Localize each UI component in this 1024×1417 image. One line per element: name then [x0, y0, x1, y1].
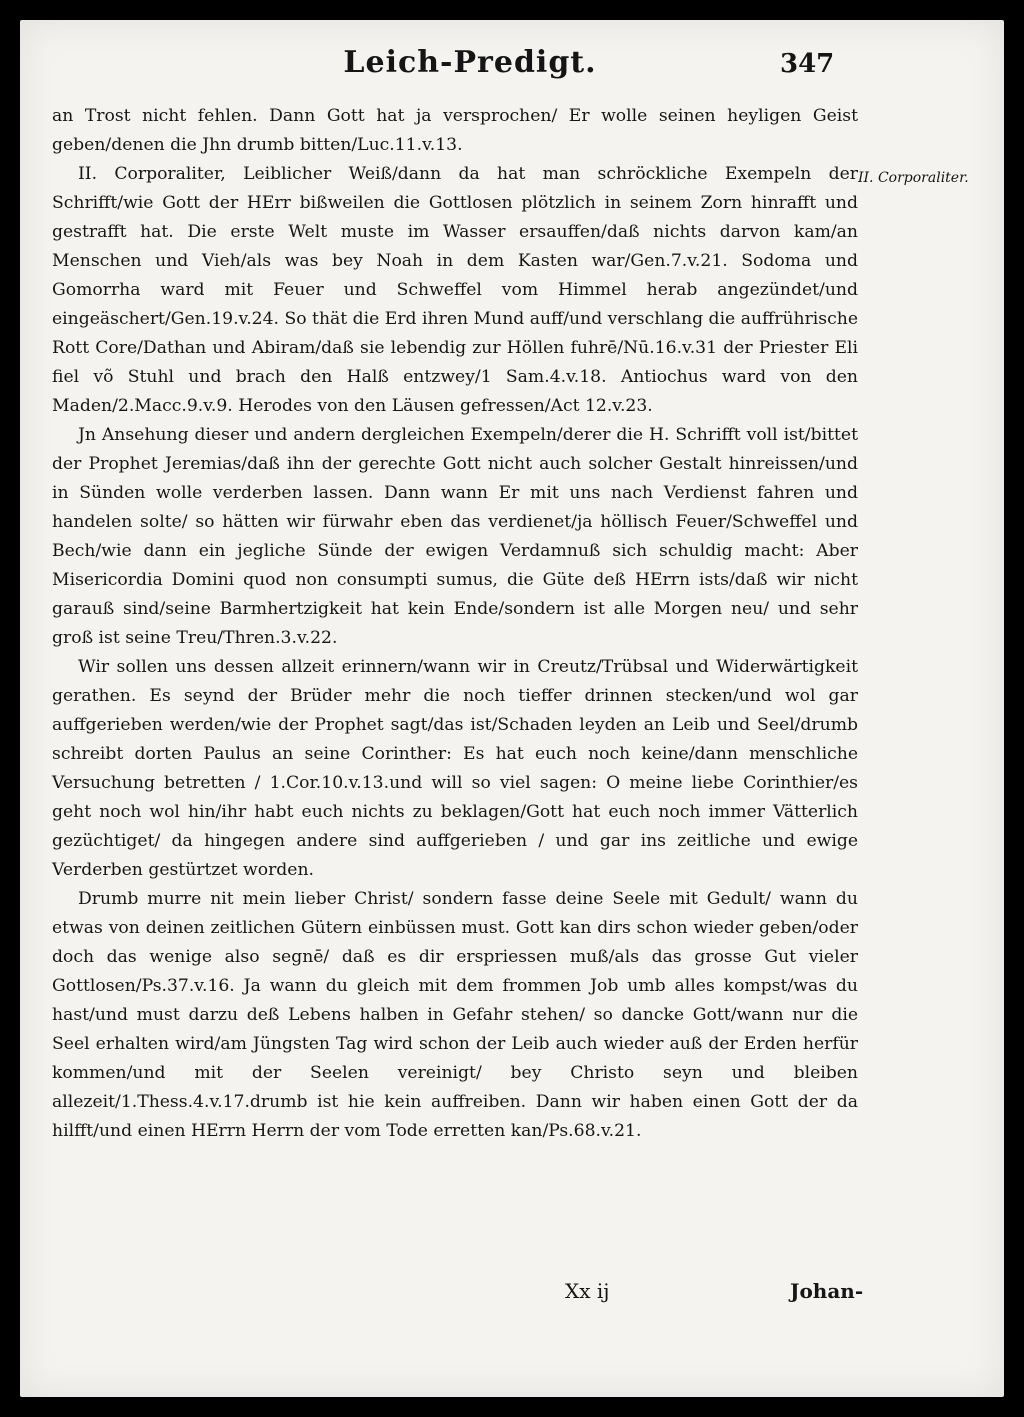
page-footer [0, 1275, 1024, 1315]
paragraph: II. Corporaliter, Leiblicher Weiß/dann da hat man schröckliche Exempeln der Schrifft/wie Gott der HErr bißweilen die Gottlosen plötzlich in seinem Zorn hinrafft und gestrafft hat. Die erste Welt muste im Wasser ersauffen/daß nichts darvon kam/an Menschen und Vieh/als was bey Noah in dem Kasten war/Gen.7.v.21. Sodoma und Gomorrha ward mit Feuer und Schweffel vom Himmel herab angezündet/und eingeäschert/Gen.19.v.24. So thät die Erd ihren Mund auff/und verschlang die auffrührische Rott Core/Dathan und Abiram/daß sie lebendig zur Höllen fuhrē/Nū.16.v.31 der Priester Eli fiel võ Stuhl und brach den Halß entzwey/1 Sam.4.v.18. Antiochus ward von den Maden/2.Macc.9.v.9. Herodes von den Läusen gefressen/Act 12.v.23. [52, 164, 858, 416]
signature-mark: Xx ij [565, 1279, 610, 1303]
body-text [52, 102, 858, 1146]
page-number: 347 [780, 49, 835, 79]
paragraph: an Trost nicht fehlen. Dann Gott hat ja versprochen/ Er wolle seinen heyligen Geist geben/denen die Jhn drumb bitten/Luc.11.v.13. [52, 106, 858, 155]
page-header [0, 45, 1024, 95]
margin-note: II. Corporaliter. [858, 170, 969, 186]
paragraph: Wir sollen uns dessen allzeit erinnern/wann wir in Creutz/Trübsal und Widerwärtigkeit gerathen. Es seynd der Brüder mehr die noch tieffer drinnen stecken/und wol gar auffgerieben werden/wie der Prophet sagt/das ist/Schaden leyden an Leib und Seel/drumb schreibt dorten Paulus an seine Corinther: Es hat euch noch keine/dann menschliche Versuchung betretten / 1.Cor.10.v.13.und will so viel sagen: O meine liebe Corinthier/es geht noch wol hin/ihr habt euch nichts zu beklagen/Gott hat euch noch immer Vätterlich gezüchtiget/ da hingegen andere sind auffgerieben / und gar ins zeitliche und ewige Verderben gestürtzet worden. [52, 657, 858, 880]
catchword: Johan- [790, 1279, 864, 1303]
running-title: Leich-Predigt. [343, 45, 597, 80]
paragraph: Drumb murre nit mein lieber Christ/ sondern fasse deine Seele mit Gedult/ wann du etwas von deinen zeitlichen Gütern einbüssen must. Gott kan dirs schon wieder geben/oder doch das wenige also segnē/ daß es dir erspriessen muß/als das grosse Gut vieler Gottlosen/Ps.37.v.16. Ja wann du gleich mit dem frommen Job umb alles kompst/was du hast/und must darzu deß Lebens halben in Gefahr stehen/ so dancke Gott/wann nur die Seel erhalten wird/am Jüngsten Tag wird schon der Leib auch wieder auß der Erden herfür kommen/und mit der Seelen vereinigt/ bey Christo seyn und bleiben allezeit/1.Thess.4.v.17.drumb ist hie kein auffreiben. Dann wir haben einen Gott der da hilfft/und einen HErrn Herrn der vom Tode erretten kan/Ps.68.v.21. [52, 889, 858, 1141]
paragraph: Jn Ansehung dieser und andern dergleichen Exempeln/derer die H. Schrifft voll ist/bittet der Prophet Jeremias/daß ihn der gerechte Gott nicht auch solcher Gestalt hinreissen/und in Sünden wolle verderben lassen. Dann wann Er mit uns nach Verdienst fahren und handelen solte/ so hätten wir fürwahr eben das verdienet/ja höllisch Feuer/Schweffel und Bech/wie dann ein jegliche Sünde der ewigen Verdamnuß sich schuldig macht: Aber Misericordia Domini quod non consumpti sumus, die Güte deß HErrn ists/daß wir nicht garauß sind/seine Barmhertzigkeit hat kein Ende/sondern ist alle Morgen neu/ und sehr groß ist seine Treu/Thren.3.v.22. [52, 425, 858, 648]
